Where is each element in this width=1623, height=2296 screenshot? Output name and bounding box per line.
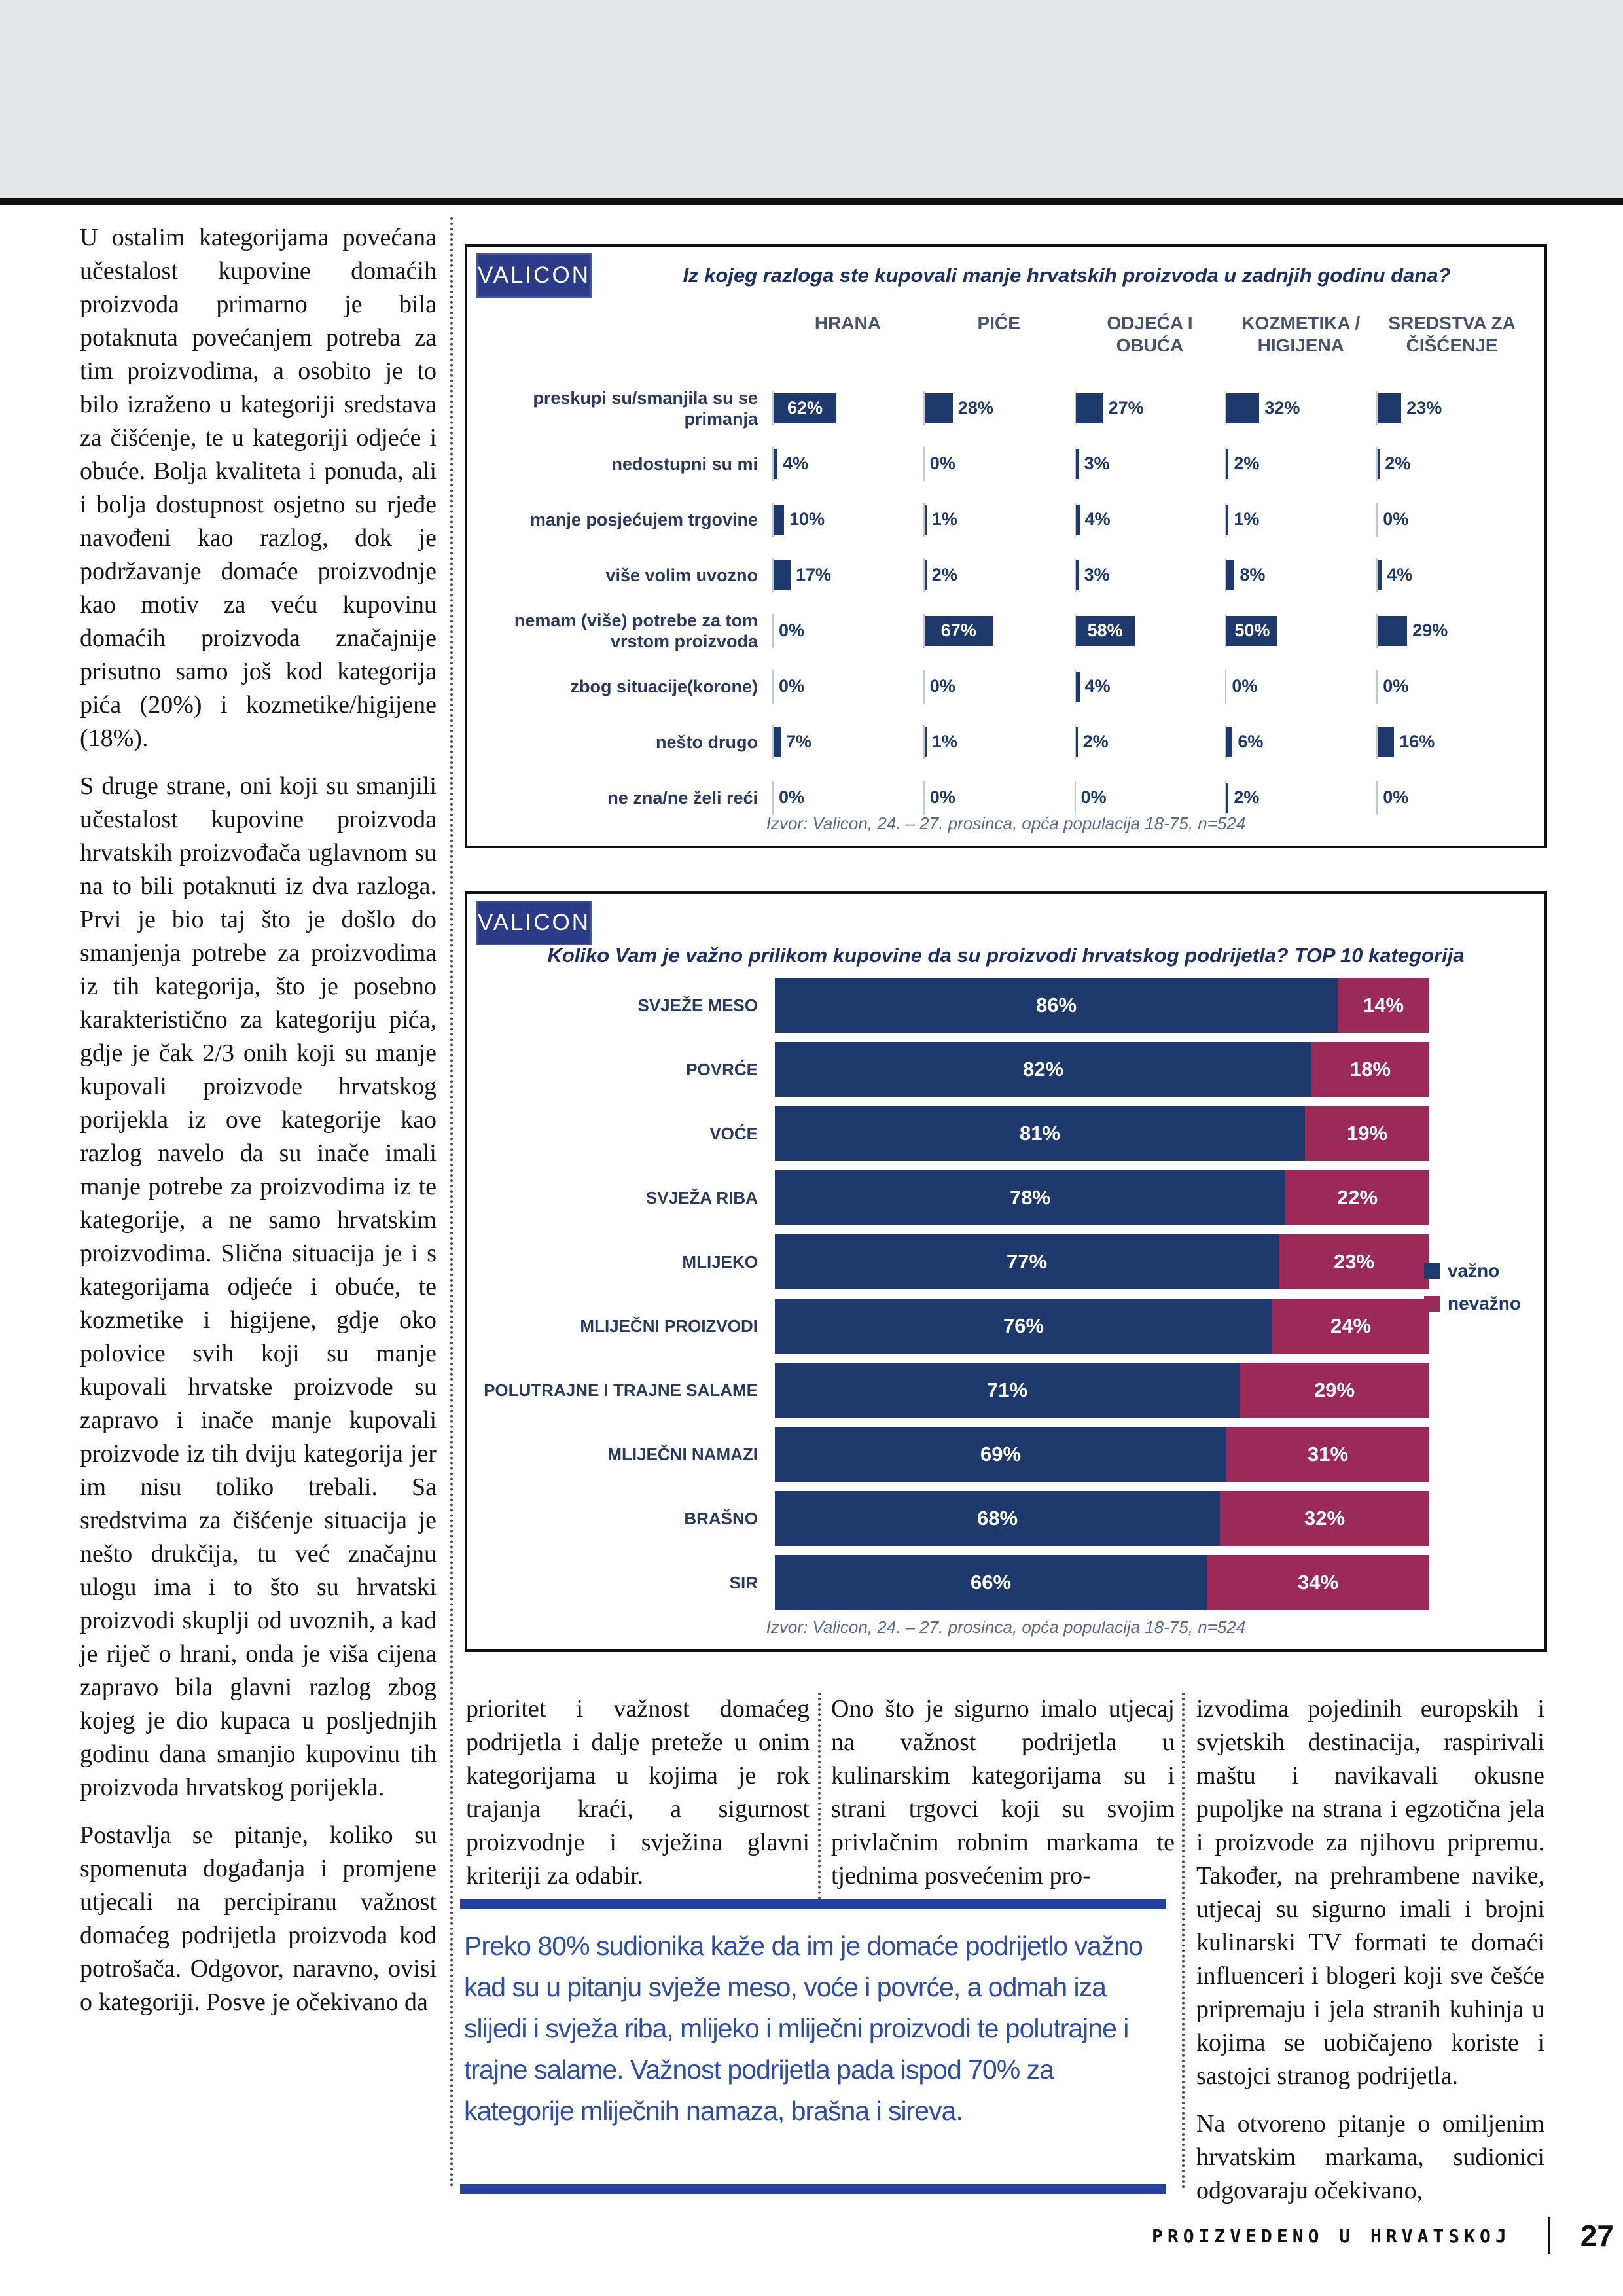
bar-segment-nevazno: 14% bbox=[1338, 978, 1429, 1033]
bar-cell bbox=[1376, 603, 1527, 658]
column-header: HRANA bbox=[814, 313, 881, 333]
pull-quote-text: Preko 80% sudionika kaže da im je domaće podrijetlo važno kad su u pitanju svježe meso, voće i povrće, a odmah iza slijedi i svježa riba, mlijeko i mliječni proizvodi te polutrajne i trajne salame. Važnost podrijetla pada ispod 70% za kategorije mliječnih namaza, brašna i sireva. bbox=[464, 1931, 1143, 2126]
stacked-bar-row bbox=[483, 1042, 1529, 1097]
bar-value: 27% bbox=[1108, 398, 1144, 418]
category-label: SVJEŽE MESO bbox=[637, 996, 758, 1015]
row-label: nedostupni su mi bbox=[611, 454, 758, 474]
bar bbox=[925, 505, 927, 535]
bar-cell bbox=[1225, 714, 1376, 770]
bar bbox=[1378, 727, 1394, 757]
bar-cell bbox=[1225, 492, 1376, 547]
bar-wrap bbox=[1225, 670, 1376, 704]
stacked-bar bbox=[775, 978, 1429, 1033]
bar-value: 1% bbox=[1234, 509, 1260, 529]
bar-cell bbox=[1225, 658, 1376, 714]
bar-segment-vazno: 71% bbox=[775, 1363, 1240, 1418]
bar-cell bbox=[1376, 436, 1527, 492]
bar-cell bbox=[923, 603, 1075, 658]
bar-value: 4% bbox=[783, 454, 809, 473]
column-header: ODJEĆA I OBUĆA bbox=[1107, 313, 1193, 355]
column-divider bbox=[450, 217, 453, 2189]
bar: 67% bbox=[925, 616, 993, 646]
column-divider bbox=[1182, 1693, 1185, 2189]
bar-segment-vazno: 76% bbox=[775, 1299, 1272, 1354]
bar-segment-vazno: 68% bbox=[775, 1491, 1220, 1546]
stacked-bar bbox=[775, 1491, 1429, 1546]
top-divider-rule bbox=[0, 198, 1623, 205]
bar-wrap bbox=[1376, 614, 1527, 648]
row-label: zbog situacije(korone) bbox=[570, 676, 758, 696]
footer-title: PROIZVEDENO U HRVATSKOJ bbox=[1152, 2225, 1511, 2247]
bar-segment-nevazno: 29% bbox=[1240, 1363, 1429, 1418]
bar-wrap bbox=[1376, 670, 1527, 704]
bar-wrap bbox=[1075, 558, 1226, 592]
bar bbox=[925, 727, 927, 757]
bar-value: 1% bbox=[931, 732, 957, 751]
bar bbox=[1226, 505, 1228, 535]
column-header: PIĆE bbox=[977, 313, 1020, 333]
column-divider bbox=[818, 1693, 821, 1905]
pull-quote-block bbox=[460, 1899, 1166, 2194]
bar-wrap bbox=[923, 447, 1075, 481]
column-header: KOZMETIKA / HIGIJENA bbox=[1241, 313, 1361, 355]
legend-swatch-nevazno bbox=[1424, 1296, 1440, 1312]
bar-wrap bbox=[1225, 781, 1376, 815]
bar-value: 0% bbox=[779, 787, 805, 807]
category-label: MLIJEKO bbox=[682, 1252, 758, 1272]
bar-wrap bbox=[1376, 725, 1527, 759]
stacked-bar bbox=[775, 1234, 1429, 1289]
stacked-bar bbox=[775, 1363, 1429, 1418]
bar-value: 8% bbox=[1240, 565, 1266, 584]
article-bottom-column-1 bbox=[466, 1693, 810, 1907]
page-number: 27 bbox=[1580, 2219, 1614, 2253]
bar-value: 0% bbox=[929, 676, 955, 696]
paragraph: Postavlja se pitanje, koliko su spomenuta događanja i promjene utjecali na percipiranu važnost domaćeg podrijetla proizvoda kod potrošača. Odgovor, naravno, ovisi o kategoriji. Posve je očekivano da bbox=[80, 1821, 437, 2016]
bar-cell bbox=[1376, 492, 1527, 547]
bar-wrap bbox=[1075, 503, 1226, 537]
bar-value: 0% bbox=[1080, 787, 1107, 807]
category-label: SVJEŽA RIBA bbox=[646, 1188, 758, 1208]
footer-separator bbox=[1548, 2217, 1550, 2254]
bar-value: 0% bbox=[1383, 787, 1409, 807]
bar-cell bbox=[772, 714, 923, 770]
stacked-bar-rows bbox=[483, 978, 1529, 1619]
bar-wrap bbox=[772, 725, 923, 759]
bar-segment-nevazno: 22% bbox=[1285, 1170, 1429, 1225]
bar-cell bbox=[772, 603, 923, 658]
bar-cell bbox=[1075, 658, 1226, 714]
bar-wrap bbox=[1225, 725, 1376, 759]
stacked-bar-row bbox=[483, 978, 1529, 1033]
chart-importance-origin bbox=[465, 891, 1547, 1652]
bar-cell bbox=[772, 658, 923, 714]
stacked-bar-row bbox=[483, 1106, 1529, 1161]
row-label: preskupi su/smanjila su se primanja bbox=[533, 387, 758, 429]
bar bbox=[1076, 505, 1080, 535]
chart-source: Izvor: Valicon, 24. – 27. prosinca, opća populacija 18-75, n=524 bbox=[766, 1617, 1246, 1637]
bar bbox=[1076, 449, 1079, 479]
bar-value: 0% bbox=[779, 676, 805, 696]
stacked-bar bbox=[775, 1042, 1429, 1097]
bar-wrap bbox=[1225, 558, 1376, 592]
bar-wrap bbox=[1225, 503, 1376, 537]
bar-cell bbox=[1225, 436, 1376, 492]
chart-title: Koliko Vam je važno prilikom kupovine da su proizvodi hrvatskog podrijetla? TOP 10 kategorija bbox=[547, 944, 1465, 967]
bar-wrap bbox=[1376, 558, 1527, 592]
bar-wrap bbox=[923, 614, 1075, 648]
category-label: MLIJEČNI PROIZVODI bbox=[580, 1316, 758, 1336]
stacked-bar-row bbox=[483, 1427, 1529, 1482]
stacked-bar-row bbox=[483, 1491, 1529, 1546]
bar-wrap bbox=[1075, 670, 1226, 704]
paragraph: Ono što je sigurno imalo utjecaj na važnost podrijetla u kulinarskim kategorijama su i strani trgovci koji su svojim privlačnim robnim markama te tjednima posvećenim pro- bbox=[831, 1695, 1175, 1890]
bar-value: 10% bbox=[789, 509, 825, 529]
bar-wrap bbox=[1225, 447, 1376, 481]
stacked-bar-row bbox=[483, 1234, 1529, 1289]
valicon-logo: VALICON bbox=[476, 901, 592, 945]
stacked-bar-row bbox=[483, 1170, 1529, 1225]
bar-cell bbox=[1376, 547, 1527, 603]
bar bbox=[1378, 616, 1407, 646]
bar-cell bbox=[1376, 714, 1527, 770]
bar-cell bbox=[1376, 658, 1527, 714]
stacked-bar bbox=[775, 1170, 1429, 1225]
bar-wrap bbox=[772, 447, 923, 481]
bar bbox=[925, 393, 953, 423]
bar-cell bbox=[772, 492, 923, 547]
bar-wrap bbox=[772, 670, 923, 704]
bar-wrap bbox=[923, 391, 1075, 425]
bar-wrap bbox=[1376, 781, 1527, 815]
bar-segment-vazno: 82% bbox=[775, 1042, 1311, 1097]
bar-wrap bbox=[923, 725, 1075, 759]
category-label: VOĆE bbox=[709, 1124, 758, 1143]
bar: 62% bbox=[774, 393, 836, 423]
grouped-bar-grid bbox=[484, 303, 1527, 825]
bar-cell bbox=[772, 436, 923, 492]
bar-value: 2% bbox=[1082, 732, 1109, 751]
stacked-bar-row bbox=[483, 1363, 1529, 1418]
bar-value: 4% bbox=[1084, 676, 1111, 696]
bar-cell bbox=[1376, 380, 1527, 436]
bar-segment-vazno: 78% bbox=[775, 1170, 1285, 1225]
bar-segment-vazno: 81% bbox=[775, 1106, 1305, 1161]
stacked-bar bbox=[775, 1299, 1429, 1354]
article-bottom-column-3 bbox=[1196, 1693, 1544, 2222]
paragraph: prioritet i važnost domaćeg podrijetla i dalje preteže u onim kategorijama u kojima je rok trajanja kraći, a sigurnost proizvodnje i svježina glavni kriteriji za odabir. bbox=[466, 1695, 810, 1890]
legend-item-nevazno bbox=[1424, 1293, 1521, 1314]
row-label: ne zna/ne želi reći bbox=[607, 787, 758, 808]
stacked-bar bbox=[775, 1106, 1429, 1161]
bar-cell bbox=[1075, 714, 1226, 770]
bar-wrap bbox=[772, 558, 923, 592]
bar-value: 2% bbox=[1234, 454, 1260, 473]
bar-wrap bbox=[923, 670, 1075, 704]
bar-segment-nevazno: 32% bbox=[1220, 1491, 1429, 1546]
bar-segment-nevazno: 31% bbox=[1226, 1427, 1429, 1482]
bar-value: 32% bbox=[1264, 398, 1300, 418]
bar-value: 4% bbox=[1084, 509, 1111, 529]
bar bbox=[774, 560, 791, 590]
bar-cell bbox=[1075, 547, 1226, 603]
bar-wrap bbox=[772, 391, 923, 425]
row-label: više volim uvozno bbox=[605, 565, 758, 585]
bar bbox=[1226, 727, 1232, 757]
row-label: nešto drugo bbox=[656, 732, 758, 752]
bar-segment-nevazno: 18% bbox=[1311, 1042, 1429, 1097]
paragraph: S druge strane, oni koji su smanjili učestalost kupovine proizvoda hrvatskih proizvođača uglavnom su na to bili potaknuti iz dva razloga. Prvi je bio taj što je došlo do smanjenja potrebe za proizvodima iz tih kategorija, što je posebno karakteristično za kategoriju pića, gdje je čak 2/3 onih koji su manje kupovali proizvode hrvatskog porijekla iz ove kategorije kao razlog navelo da su inače imali manje potrebe za proizvodima iz te kategorije, a ne samo hrvatskim proizvodima. Slična situacija je i s kategorijama odjeće i obuće, te kozmetike i higijene, gdje oko polovice svih koji su manje kupovali hrvatske proizvode su zapravo i inače manje kupovali proizvode iz tih dviju kategorija jer im nisu toliko trebali. Sa sredstvima za čišćenje situacija je nešto drukčija, tu već značajnu ulogu ima i to što su hrvatski proizvodi skuplji od uvoznih, a kad je riječ o hrani, onda je viša cijena zapravo bila glavni razlog zbog kojeg je dio kupaca u posljednjih godinu dana smanjio kupovinu tih proizvoda hrvatskog porijekla. bbox=[80, 772, 437, 1801]
row-label: nemam (više) potrebe za tom vrstom proizvoda bbox=[514, 610, 758, 651]
bar bbox=[774, 449, 777, 479]
bar bbox=[1378, 560, 1382, 590]
bar: 50% bbox=[1226, 616, 1277, 646]
quote-rule-top bbox=[460, 1899, 1166, 1909]
bar-value: 7% bbox=[786, 732, 812, 751]
valicon-logo: VALICON bbox=[476, 253, 592, 298]
bar-cell bbox=[1075, 436, 1226, 492]
bar: 58% bbox=[1076, 616, 1135, 646]
category-label: BRAŠNO bbox=[684, 1509, 758, 1528]
bar-cell bbox=[923, 658, 1075, 714]
bar-cell bbox=[1075, 603, 1226, 658]
bar-cell bbox=[1225, 380, 1376, 436]
quote-rule-bottom bbox=[460, 2184, 1166, 2194]
bar-value: 2% bbox=[931, 565, 957, 584]
bar-segment-nevazno: 19% bbox=[1305, 1106, 1429, 1161]
bar-segment-vazno: 69% bbox=[775, 1427, 1226, 1482]
page-footer bbox=[1152, 2217, 1614, 2254]
bar-wrap bbox=[1376, 447, 1527, 481]
paragraph: Na otvoreno pitanje o omiljenim hrvatskim markama, sudionici odgovaraju očekivano, bbox=[1196, 2110, 1544, 2204]
bar-cell bbox=[1225, 603, 1376, 658]
bar-cell bbox=[772, 380, 923, 436]
bar-wrap bbox=[1075, 725, 1226, 759]
bar-value: 0% bbox=[1383, 509, 1409, 529]
paragraph: izvodima pojedinih europskih i svjetskih destinacija, raspirivali maštu i navikavali okusne pupoljke na strana i egzotična jela i proizvode za njihovu pripremu. Također, na prehrambene navike, utjecaj su sigurno imali i brojni kulinarski TV formati te domaći influenceri i blogeri koji sve češće pripremaju i jela stranih kuhinja u kojima se uobičajeno koriste i sastojci stranog podrijetla. bbox=[1196, 1695, 1544, 2090]
bar-wrap bbox=[1075, 447, 1226, 481]
bar-cell bbox=[923, 492, 1075, 547]
legend-swatch-vazno bbox=[1424, 1263, 1440, 1279]
bar-value: 0% bbox=[929, 454, 955, 473]
bar-cell bbox=[1075, 492, 1226, 547]
bar bbox=[925, 560, 927, 590]
bar-segment-vazno: 86% bbox=[775, 978, 1338, 1033]
bar-value: 2% bbox=[1234, 787, 1260, 807]
bar-wrap bbox=[923, 558, 1075, 592]
chart-reasons-buying-less bbox=[465, 244, 1547, 848]
stacked-bar bbox=[775, 1555, 1429, 1610]
bar-cell bbox=[923, 436, 1075, 492]
bar-wrap bbox=[923, 781, 1075, 815]
bar-value: 0% bbox=[1232, 676, 1258, 696]
bar-value: 2% bbox=[1385, 454, 1411, 473]
bar bbox=[1076, 393, 1103, 423]
bar-value: 16% bbox=[1399, 732, 1435, 751]
bar-cell bbox=[923, 547, 1075, 603]
bar-value: 3% bbox=[1084, 565, 1110, 584]
bar-wrap bbox=[772, 503, 923, 537]
legend-item-vazno bbox=[1424, 1261, 1521, 1282]
article-bottom-column-2 bbox=[831, 1693, 1175, 1907]
stacked-bar-row bbox=[483, 1555, 1529, 1610]
bar bbox=[1226, 560, 1234, 590]
bar-cell bbox=[1075, 380, 1226, 436]
bar-value: 1% bbox=[931, 509, 957, 529]
row-label: manje posjećujem trgovine bbox=[529, 509, 758, 529]
page-top-margin bbox=[0, 0, 1623, 198]
chart-title: Iz kojeg razloga ste kupovali manje hrvatskih proizvoda u zadnjih godinu dana? bbox=[683, 264, 1451, 287]
bar-wrap bbox=[772, 614, 923, 648]
bar bbox=[1378, 393, 1401, 423]
bar-wrap bbox=[1225, 391, 1376, 425]
bar bbox=[1378, 449, 1380, 479]
bar-value: 3% bbox=[1084, 454, 1110, 473]
bar-wrap bbox=[1075, 781, 1226, 815]
bar bbox=[1076, 727, 1078, 757]
bar bbox=[1076, 672, 1080, 702]
stacked-bar-row bbox=[483, 1299, 1529, 1354]
bar-value: 6% bbox=[1238, 732, 1264, 751]
bar bbox=[774, 505, 784, 535]
bar-value: 0% bbox=[1383, 676, 1409, 696]
bar bbox=[1076, 560, 1079, 590]
bar-value: 17% bbox=[796, 565, 832, 584]
bar-segment-nevazno: 23% bbox=[1279, 1234, 1429, 1289]
category-label: POVRĆE bbox=[686, 1060, 758, 1079]
bar-segment-nevazno: 34% bbox=[1207, 1555, 1429, 1610]
category-label: POLUTRAJNE I TRAJNE SALAME bbox=[484, 1380, 758, 1400]
bar-wrap bbox=[923, 503, 1075, 537]
bar-cell bbox=[923, 714, 1075, 770]
legend-label: važno bbox=[1447, 1261, 1500, 1281]
bar bbox=[1226, 393, 1259, 423]
stacked-bar bbox=[775, 1427, 1429, 1482]
column-header: SREDSTVA ZA ČIŠĆENJE bbox=[1388, 313, 1516, 355]
bar-wrap bbox=[1376, 391, 1527, 425]
bar bbox=[774, 727, 781, 757]
paragraph: U ostalim kategorijama povećana učestalost kupovine domaćih proizvoda primarno je bila potaknuta povećanjem potreba za tim proizvodima, a osobito je to bilo izraženo u kategoriji sredstava za čišćenje, te u kategoriji odjeće i obuće. Bolja kvaliteta i ponuda, ali i bolja dostupnost osjetno su rjeđe navođeni kao razlog, dok je podržavanje domaće proizvodnje kao motiv za veću kupovinu domaćih proizvoda značajnije prisutno samo još kod kategorija pića (20%) i kozmetike/higijene (18%). bbox=[80, 224, 437, 752]
category-label: SIR bbox=[729, 1573, 758, 1592]
bar-wrap bbox=[1376, 503, 1527, 537]
bar bbox=[1226, 449, 1228, 479]
bar-wrap bbox=[1075, 614, 1226, 648]
bar-value: 29% bbox=[1412, 620, 1448, 640]
category-label: MLIJEČNI NAMAZI bbox=[607, 1444, 758, 1464]
bar-cell bbox=[1225, 547, 1376, 603]
bar-wrap bbox=[1075, 391, 1226, 425]
chart-source: Izvor: Valicon, 24. – 27. prosinca, opća populacija 18-75, n=524 bbox=[766, 814, 1246, 833]
bar-cell bbox=[923, 380, 1075, 436]
bar-value: 28% bbox=[957, 398, 993, 418]
bar-value: 23% bbox=[1406, 398, 1442, 418]
bar bbox=[1226, 783, 1228, 813]
bar-segment-nevazno: 24% bbox=[1272, 1299, 1429, 1354]
bar-value: 0% bbox=[779, 620, 805, 640]
bar-wrap bbox=[1225, 614, 1376, 648]
bar-cell bbox=[772, 547, 923, 603]
article-left-column bbox=[80, 221, 437, 2034]
chart-legend bbox=[1424, 1261, 1521, 1326]
bar-value: 0% bbox=[929, 787, 955, 807]
bar-segment-vazno: 66% bbox=[775, 1555, 1207, 1610]
bar-value: 4% bbox=[1387, 565, 1413, 584]
bar-segment-vazno: 77% bbox=[775, 1234, 1279, 1289]
legend-label: nevažno bbox=[1447, 1293, 1521, 1314]
bar-wrap bbox=[772, 781, 923, 815]
